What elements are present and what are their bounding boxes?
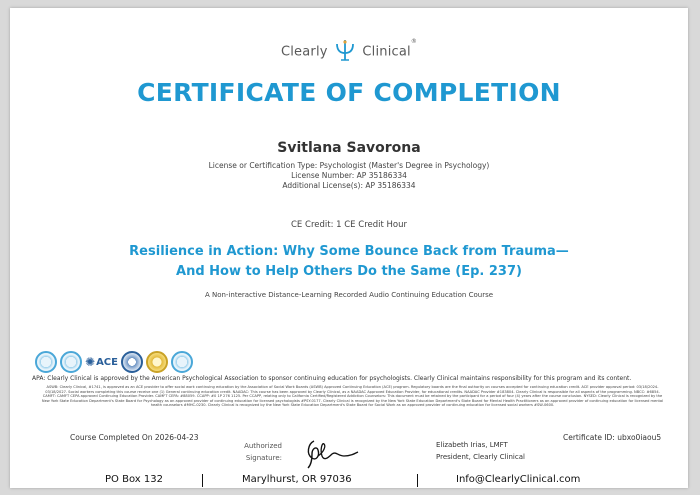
signer-block (436, 439, 525, 463)
aswb-seal-icon (35, 351, 57, 373)
clearly-clinical-logo (10, 38, 688, 66)
signer-name: Elizabeth Irias, LMFT (436, 441, 508, 449)
signer-title: President, Clearly Clinical (436, 453, 525, 461)
license-type: License or Certification Type: Psychologist (Master's Degree in Psychology) (208, 161, 490, 170)
footer-bar (10, 474, 688, 488)
course-title-line2: And How to Help Others Do the Same (Ep. 237) (176, 264, 522, 279)
nbcc-seal-icon (121, 351, 143, 373)
accreditation-fine-print: ASWB: Clearly Clinical, #1741, is approved as an ACE provider to offer social work continuing education by the Association of Social Work Boards (ASWB) Approved Continuing Education (ACE) program. Regulatory boards are the final authority on courses accepted for continuing education credit. ACE provider approval period: 03/18/2024-03/18/2027. Social workers completing this course receive one (1) General continuing education credit. NAADAC: This course has been approved by Clearly Clinical, as a NAADAC Approved Education Provider, for educational credits. NAADAC Provider #183804. Clearly Clinical is responsible for all aspects of the programming. NBCC: #6854. CAMFT: CAMFT CEPA approved Continuing Education Provider. CAMFT CEPA: #88059. CCAPP: #0 1P 276 1125. Per CCAPP, relating only to California Certified/Registered Addiction Counselors: This document must be retained by the participant for a period of four (4) years after the course conclusion. NYSED: Clearly Clinical is recognized by the New York State Education Department's State Board for Psychology as an approved provider of continuing education for licensed psychologists #PSY-0177. Clearly Clinical is recognized by the New York State Education Department's State Board for Mental Health Practitioners as an approved provider of continuing education for licensed mental health counselors #MHC-0230. Clearly Clinical is recognized by the New York State Education Department's State Board for Social Work as an approved provider of continuing education for licensed social workers #SW-0600. (41, 385, 664, 408)
certificate-page (10, 8, 688, 488)
footer-divider (202, 474, 203, 487)
license-number: License Number: AP 35186334 (291, 171, 407, 180)
authorized-label-line2: Signature: (245, 454, 282, 462)
authorized-label-line1: Authorized (244, 442, 282, 450)
accreditation-badges (35, 349, 193, 375)
footer-divider (417, 474, 418, 487)
logo-text-left: Clearly (280, 44, 328, 60)
logo-text-right: Clinical (362, 44, 411, 60)
course-title (10, 242, 688, 282)
footer-city: Marylhurst, OR 97036 (242, 474, 352, 485)
recipient-name: Svitlana Savorona (277, 140, 421, 156)
handwritten-signature (300, 436, 360, 471)
ace-logo (85, 355, 118, 369)
certificate-title: CERTIFICATE OF COMPLETION (137, 78, 561, 107)
license-info (10, 161, 688, 191)
authorized-signature-label (220, 440, 282, 464)
completion-date: Course Completed On 2026-04-23 (70, 433, 199, 442)
course-title-line1: Resilience in Action: Why Some Bounce Back from Trauma— (129, 244, 569, 259)
camft-seal-icon (146, 351, 168, 373)
ace-mark-icon: ✺ (85, 355, 96, 369)
ce-credit: CE Credit: 1 CE Credit Hour (291, 220, 407, 230)
course-type: A Non-interactive Distance-Learning Recorded Audio Continuing Education Course (204, 291, 494, 299)
registered-mark: ® (410, 38, 418, 45)
ace-label: ACE (96, 356, 118, 368)
additional-licenses: Additional License(s): AP 35186334 (282, 181, 416, 190)
naadac-seal-icon (60, 351, 82, 373)
footer-email-link[interactable]: Info@ClearlyClinical.com (456, 474, 581, 485)
apa-statement: APA: Clearly Clinical is approved by the American Psychological Association to sponsor continuing education for psychologists. Clearly Clinical maintains responsibility for this program and its content. (32, 375, 632, 382)
certificate-id: Certificate ID: ubxo0iaou5 (563, 433, 662, 442)
ccapp-seal-icon (171, 351, 193, 373)
footer-po-box: PO Box 132 (105, 474, 163, 485)
psi-icon (334, 38, 356, 66)
